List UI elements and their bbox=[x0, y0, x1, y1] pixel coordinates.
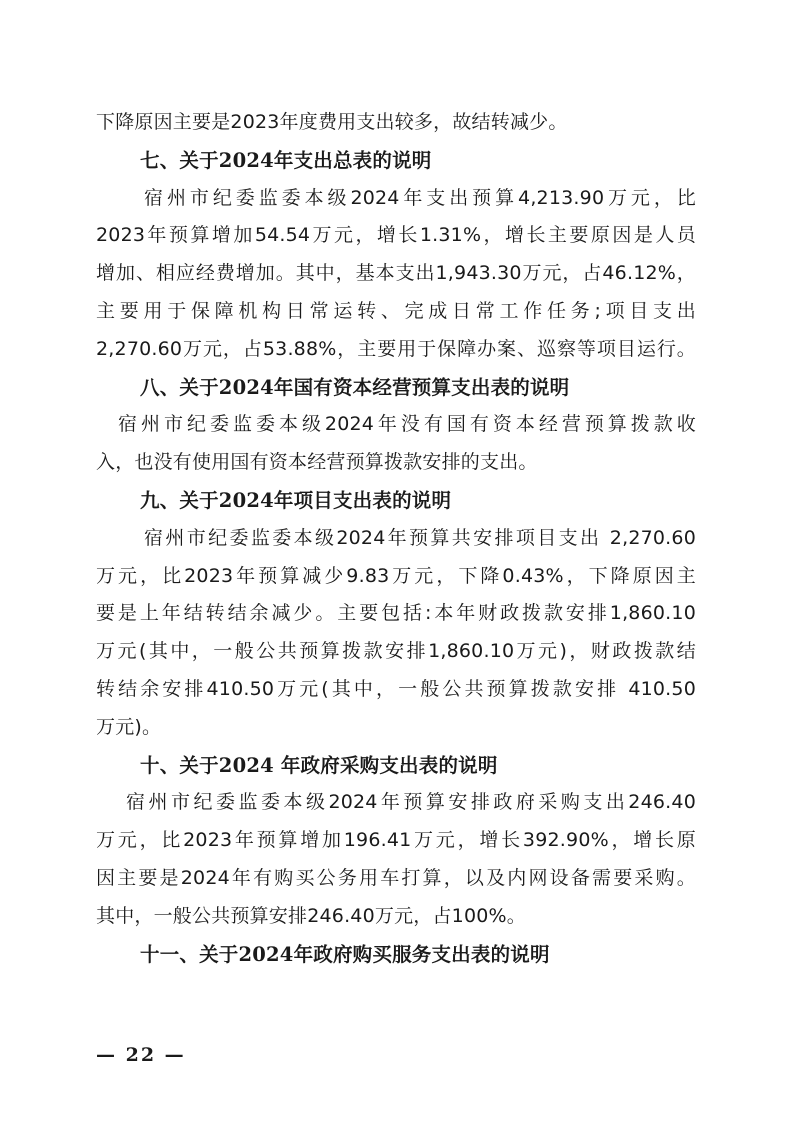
section-heading-10: 十、关于2024 年政府采购支出表的说明 bbox=[140, 753, 498, 777]
paragraph-line: 万元)。 bbox=[96, 715, 162, 738]
paragraph-line: 宿州市纪委监委本级2024年预算安排政府采购支出246.40 bbox=[126, 791, 696, 814]
paragraph-line: 万元(其中，一般公共预算拨款安排1,860.10万元)，财政拨款结 bbox=[96, 640, 696, 663]
paragraph-line: 入，也没有使用国有资本经营预算拨款安排的支出。 bbox=[96, 451, 538, 474]
paragraph-line: 增加、相应经费增加。其中，基本支出1,943.30万元，占46.12%， bbox=[96, 262, 696, 285]
paragraph-line: 转结余安排410.50万元(其中，一般公共预算拨款安排 410.50 bbox=[96, 677, 696, 700]
paragraph-line: 万元，比2023年预算减少9.83万元，下降0.43%，下降原因主 bbox=[96, 564, 696, 587]
document-body bbox=[96, 104, 696, 973]
paragraph-line: 宿州市纪委监委本级2024年支出预算4,213.90万元，比 bbox=[144, 186, 696, 209]
paragraph-line: 2023年预算增加54.54万元，增长1.31%，增长主要原因是人员 bbox=[96, 224, 696, 247]
section-heading-9: 九、关于2024年项目支出表的说明 bbox=[140, 488, 452, 512]
paragraph-line: 宿州市纪委监委本级2024年预算共安排项目支出 2,270.60 bbox=[144, 526, 696, 549]
paragraph-line: 要是上年结转结余减少。主要包括:本年财政拨款安排1,860.10 bbox=[96, 602, 696, 625]
section-heading-7: 七、关于2024年支出总表的说明 bbox=[140, 148, 432, 172]
paragraph-line: 万元，比2023年预算增加196.41万元，增长392.90%，增长原 bbox=[96, 829, 696, 852]
paragraph-line: 2,270.60万元，占53.88%，主要用于保障办案、巡察等项目运行。 bbox=[96, 337, 696, 360]
section-heading-11: 十一、关于2024年政府购买服务支出表的说明 bbox=[140, 942, 550, 966]
paragraph-line: 宿州市纪委监委本级2024年没有国有资本经营预算拨款收 bbox=[118, 413, 696, 436]
section-heading-8: 八、关于2024年国有资本经营预算支出表的说明 bbox=[140, 375, 570, 399]
paragraph-line: 下降原因主要是2023年度费用支出较多，故结转减少。 bbox=[96, 111, 568, 133]
page-number: — 22 — bbox=[96, 1044, 186, 1066]
paragraph-line: 其中，一般公共预算安排246.40万元，占100%。 bbox=[96, 904, 527, 927]
paragraph-line: 因主要是2024年有购买公务用车打算，以及内网设备需要采购。 bbox=[96, 866, 696, 889]
paragraph-line: 主要用于保障机构日常运转、完成日常工作任务;项目支出 bbox=[96, 299, 696, 322]
